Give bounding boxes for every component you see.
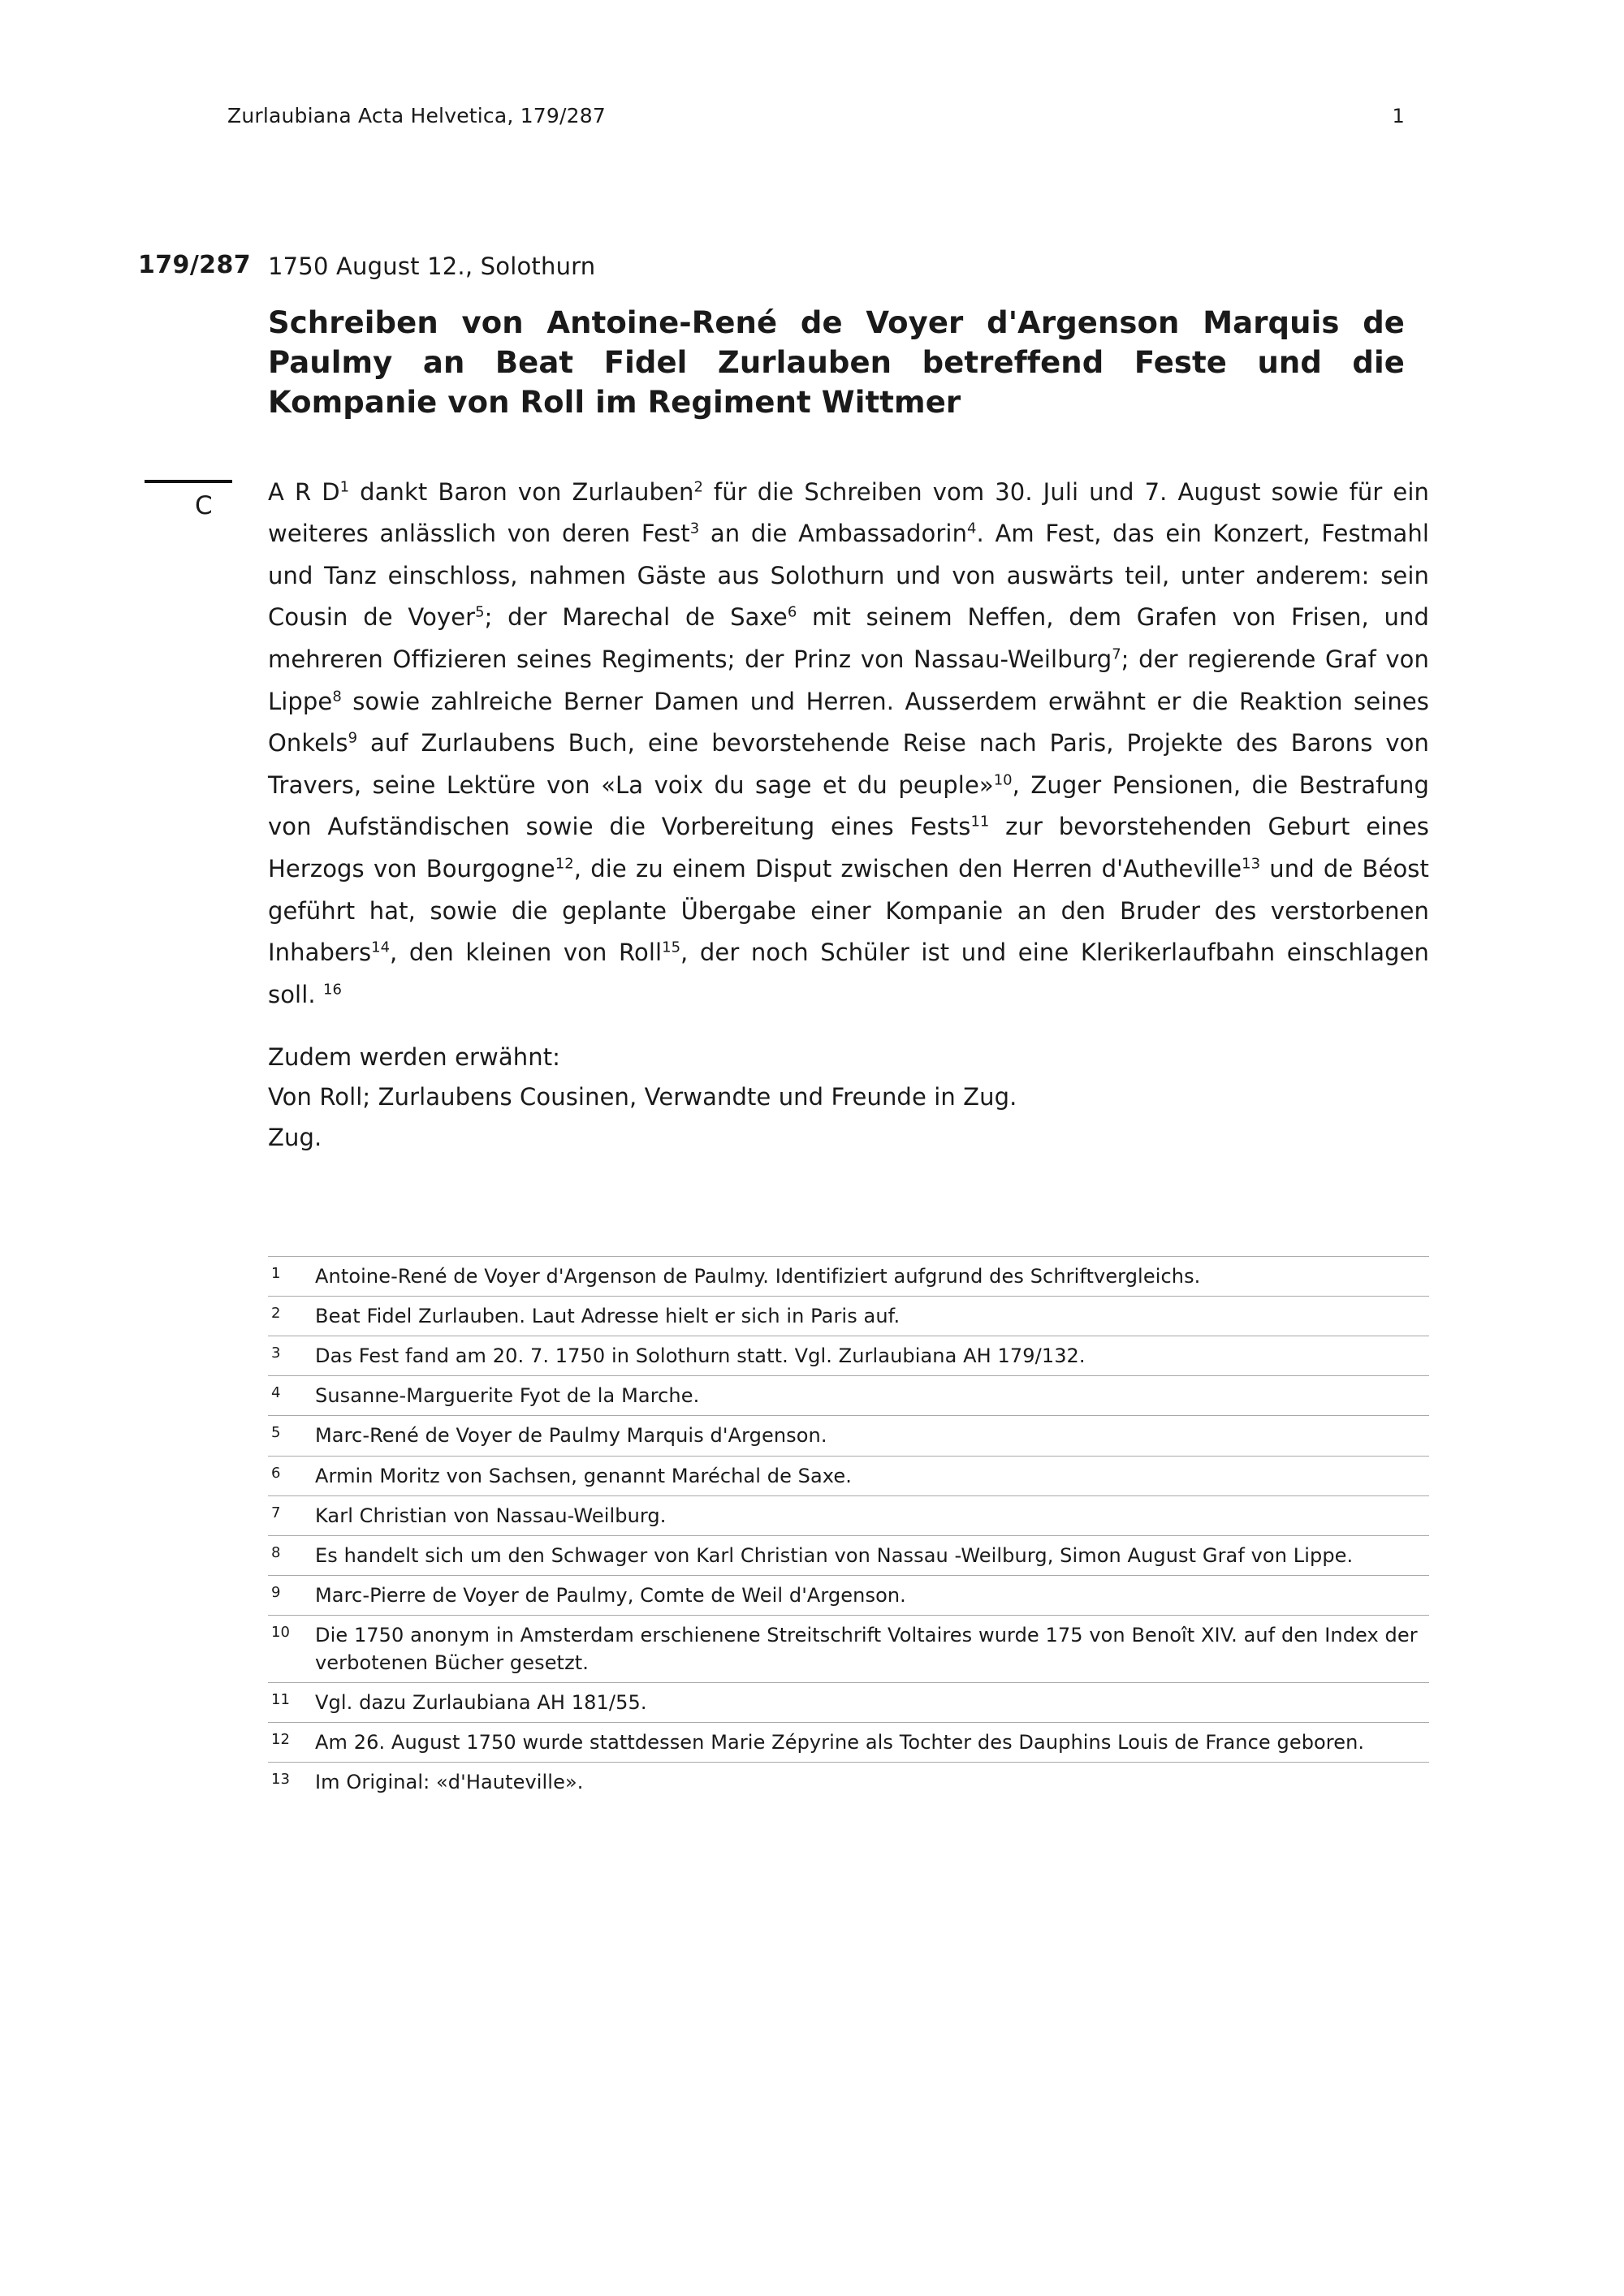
footnote-ref[interactable]: 7	[1112, 645, 1121, 663]
footnote-text: Die 1750 anonym in Amsterdam erschienene Streitschrift Voltaires wurde 175 von Benoît XIV. auf den Index der verbotenen Bücher gesetzt.	[315, 1623, 1418, 1674]
footnote-number: 2	[271, 1305, 281, 1323]
horizontal-rule	[145, 480, 232, 483]
footnote-text: Susanne-Marguerite Fyot de la Marche.	[315, 1384, 700, 1408]
footnote-ref[interactable]: 13	[1242, 855, 1261, 873]
footnote-number: 3	[271, 1344, 281, 1362]
footnote-number: 8	[271, 1543, 281, 1561]
regest-text	[268, 472, 1429, 1159]
footnote-ref[interactable]: 16	[323, 981, 342, 999]
document-head	[122, 249, 1502, 423]
footnote-number: 12	[271, 1731, 290, 1749]
footnote-number: 4	[271, 1384, 281, 1402]
footnote-ref[interactable]: 3	[689, 520, 700, 537]
document-signature: 179/287	[138, 251, 252, 279]
footnote-text: Das Fest fand am 20. 7. 1750 in Solothurn statt. Vgl. Zurlaubiana AH 179/132.	[315, 1344, 1086, 1368]
footnote-ref[interactable]: 1	[339, 477, 350, 495]
running-header	[227, 104, 1502, 127]
footnote-row	[268, 1375, 1429, 1415]
footnote-text: Karl Christian von Nassau-Weilburg.	[315, 1504, 667, 1527]
footnote-ref[interactable]: 5	[475, 603, 485, 621]
regest-mentions	[268, 1038, 1429, 1159]
footnote-number: 6	[271, 1464, 281, 1482]
footnote-text: Es handelt sich um den Schwager von Karl Christian von Nassau -Weilburg, Simon August Graf von Lippe.	[315, 1543, 1354, 1567]
footnote-row	[268, 1296, 1429, 1336]
footnote-row	[268, 1682, 1429, 1722]
footnote-text: Am 26. August 1750 wurde stattdessen Marie Zépyrine als Tochter des Dauphins Louis de France geboren.	[315, 1731, 1365, 1754]
footnote-row	[268, 1336, 1429, 1375]
footnote-ref[interactable]: 4	[967, 520, 977, 537]
footnote-row	[268, 1456, 1429, 1495]
footnote-ref[interactable]: 11	[970, 813, 990, 831]
footnote-ref[interactable]: 15	[662, 939, 681, 956]
footnote-text: Marc-René de Voyer de Paulmy Marquis d'Argenson.	[315, 1424, 827, 1448]
footnote-ref[interactable]: 8	[332, 688, 342, 705]
footnote-row	[268, 1535, 1429, 1575]
footnote-ref[interactable]: 10	[993, 771, 1013, 789]
footnote-row	[268, 1495, 1429, 1535]
regest-marker-column	[122, 472, 268, 1159]
footnote-number: 5	[271, 1424, 281, 1442]
mentions-places: Zug.	[268, 1124, 322, 1152]
mentions-persons: Von Roll; Zurlaubens Cousinen, Verwandte und Freunde in Zug.	[268, 1083, 1017, 1111]
footnote-ref[interactable]: 12	[555, 855, 574, 873]
regest-marker-letter: C	[195, 490, 213, 520]
footnote-row	[268, 1615, 1429, 1682]
footnote-row	[268, 1722, 1429, 1762]
footnote-row	[268, 1415, 1429, 1455]
footnote-row	[268, 1256, 1429, 1296]
footnote-text: Antoine-René de Voyer d'Argenson de Paulmy. Identifiziert aufgrund des Schriftvergleichs.	[315, 1265, 1201, 1288]
footnote-number: 1	[271, 1265, 281, 1283]
document-dateline: 1750 August 12., Solothurn	[268, 252, 596, 280]
footnote-number: 7	[271, 1504, 281, 1521]
footnote-ref[interactable]: 6	[787, 603, 797, 621]
page-number: 1	[1392, 105, 1405, 127]
footnote-ref[interactable]: 14	[371, 939, 391, 956]
footnote-number: 10	[271, 1623, 290, 1641]
footnote-number: 13	[271, 1771, 290, 1789]
footnote-number: 9	[271, 1583, 281, 1601]
footnotes-list	[268, 1256, 1429, 1802]
document-title: Schreiben von Antoine-René de Voyer d'Argenson Marquis de Paulmy an Beat Fidel Zurlauben betreffend Feste und die Kompanie von Roll im Regiment Wittmer	[268, 305, 1405, 421]
footnote-text: Vgl. dazu Zurlaubiana AH 181/55.	[315, 1691, 647, 1715]
footnote-row	[268, 1762, 1429, 1802]
footnote-text: Im Original: «d'Hauteville».	[315, 1771, 584, 1794]
footnote-text: Beat Fidel Zurlauben. Laut Adresse hielt er sich in Paris auf.	[315, 1305, 901, 1328]
running-header-title: Zurlaubiana Acta Helvetica, 179/287	[227, 104, 606, 127]
footnote-text: Marc-Pierre de Voyer de Paulmy, Comte de Weil d'Argenson.	[315, 1583, 906, 1607]
footnote-number: 11	[271, 1691, 290, 1709]
footnote-ref[interactable]: 9	[348, 729, 358, 747]
mentions-intro: Zudem werden erwähnt:	[268, 1042, 561, 1071]
regest-paragraph: A R D$^1$ dankt Baron von Zurlauben$^2$ für die Schreiben vom 30. Juli und 7. August sowie für ein weiteres anlässlich von deren Fest$^3$ an die Ambassadorin$^4$. Am Fest, das ein Konzert, Festmahl und Tanz einschloss, nahmen Gäste aus Solothurn und von auswärts teil, unter anderem: sein Cousin de Voyer$^5$; der Marechal de Saxe$^6$ mit seinem Neffen, dem Grafen von Frisen, und mehreren Offizieren seines Regiments; der Prinz von Nassau-Weilburg$^7$; der regierende Graf von Lippe$^8$ sowie zahlreiche Berner Damen und Herren. Ausserdem erwähnt er die Reaktion seines Onkels$^9$ auf Zurlaubens Buch, eine bevorstehende Reise nach Paris, Projekte des Barons von Travers, seine Lektüre von «La voix du sage et du peuple»$^{10}$, Zuger Pensionen, die Bestrafung von Aufständischen sowie die Vorbereitung eines Fests$^{11}$ zur bevorstehenden Geburt eines Herzogs von Bourgogne$^{12}$, die zu einem Disput zwischen den Herren d'Autheville$^{13}$ und de Béost geführt hat, sowie die geplante Übergabe einer Kompanie an den Bruder des verstorbenen Inhabers$^{14}$, den kleinen von Roll$^{15}$, der noch Schüler ist und eine Klerikerlaufbahn einschlagen soll. $^{16}$	[268, 477, 1430, 1008]
footnote-ref[interactable]: 2	[693, 477, 703, 495]
footnote-text: Armin Moritz von Sachsen, genannt Maréchal de Saxe.	[315, 1464, 852, 1487]
footnote-row	[268, 1575, 1429, 1615]
regest-block	[122, 472, 1502, 1159]
